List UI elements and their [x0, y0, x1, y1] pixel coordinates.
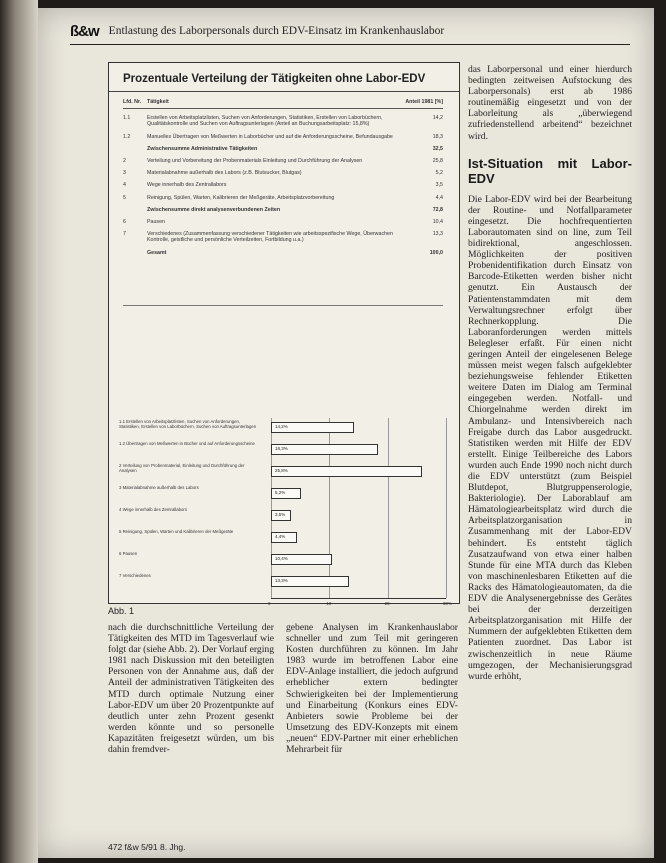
row-nr: 6: [123, 219, 126, 226]
row-nr: 3: [123, 170, 126, 177]
row-text: Zwischensumme Administrative Tätigkeiten: [147, 145, 258, 152]
table-row: [123, 195, 443, 201]
bar-value-label: 25,8%: [275, 468, 288, 473]
row-value: 25,8: [432, 158, 443, 165]
row-nr: 1.2: [123, 133, 131, 140]
bar: [271, 510, 291, 521]
row-value: 13,3: [432, 231, 443, 238]
table-row: [123, 115, 443, 127]
row-value: 14,2: [432, 115, 443, 122]
journal-logo: ß&w: [70, 22, 99, 40]
bar-category-label: 6 Pausen: [119, 551, 138, 556]
running-title: Entlastung des Laborpersonals durch EDV-Einsatz im Krankenhauslabor: [108, 25, 445, 37]
table-row: [123, 158, 443, 164]
bar-value-label: 18,3%: [275, 446, 288, 451]
table-row: [123, 219, 443, 225]
header-share: Anteil 1981 [%]: [405, 99, 443, 105]
table-row: [123, 182, 443, 188]
row-nr: 7: [123, 231, 126, 238]
bar: [271, 554, 332, 565]
bar: [271, 422, 354, 433]
row-text: Zwischensumme direkt analysenverbundenen Zeiten: [147, 206, 281, 213]
bar-category-label: 1.1 Erstellen von Arbeitsplatzlisten, Suchen von Anforderungen, Statistiken, Erstellen von Laborbüchern, Suchen von Auftragsunterlagen: [119, 419, 257, 429]
row-text: Verteilung und Vorbereitung der Probenmaterials Einleitung und Durchführung der Analysen: [147, 158, 363, 165]
row-text: Verschiedenes (Zusammenfassung verschiedener Tätigkeiten wie arbeitsspezifische Wege, Überwachen Kontrolle, geistliche und persönliche Verteilzeiten, Fortbildung u.a.): [147, 231, 393, 244]
bar-value-label: 4,4%: [275, 534, 286, 539]
bar: [271, 466, 422, 477]
row-text: Reinigung, Spülen, Warten, Kalibrieren der Meßgeräte, Arbeitsplatzvorbereitung: [147, 194, 335, 201]
row-text: Manuelles Übertragen von Meßwerten in Laborbücher und auf die Anforderungsscheine, Befundausgabe: [147, 133, 393, 140]
bar-chart: [119, 418, 453, 606]
table-header: [123, 99, 443, 109]
row-value: 10,4: [432, 219, 443, 226]
paragraph-right-body: Die Labor-EDV wird bei der Bearbeitung der Routine- und Notfallparameter eingesetzt. Die hochfrequentierten Laborautomaten sind on line, zum Teil bidirektional, angeschlossen. Möglichkeiten der positiven Probenidentifikation durch Einsatz von Barcode-Etiketten werden bisher nicht genutzt. Ein Austausch der Patientenstammdaten mit dem Verwaltungsrechner erfolgt über Rechnerkopplung. Die Laboranforderungen werden mittels Belegleser erfaßt. Für einen nicht geringen Anteil der eingelesenen Belege müssen meist wegen falsch aufgeklebter beziehungsweise fehlender Etiketten weitere Daten im Dialog am Terminal eingegeben werden. Notfall- und Chiorgelnahme werden direkt im Ambulanz- und Intensivbereich nach Freigabe durch das Labor ausgedruckt. Statistiken werden mit Hilfe der EDV erstellt. Einige Teilbereiche des Labors wurden auch Ende 1990 noch nicht durch die EDV unterstützt (zum Beispiel Blutdepot, Blutgruppenserologie, Bakteriologie). Der Laborablauf am Hämatologiearbeitsplatz wird durch die Arbeitsplatzorganisation in Zusammenhang mit der Labor-EDV behindert. Es entsteht täglich Zusatzaufwand von etwa einer halben Stunde für eine MTA durch das Kleben von maschinenlesbaren Etiketten auf die Racks des Hämatologieautomaten, da die EDV die Analysenergebnisse des Gerätes bei der derzeitigen Arbeitsplatzorganisation mit Hilfe der Nummern der aufgeklebten Etiketten dem Patienten zuordnet. Das Labor ist zwischenzeitlich in neue Räume umgezogen, der Mechanisierungsgrad wurde erhöht,: [468, 193, 632, 682]
table-body: [123, 115, 443, 243]
paragraph-left: nach die durchschnittliche Verteilung der Tätigkeiten des MTD im Tagesverlauf wie folgt dar (siehe Abb. 2). Der Vorlauf erging 1981 nach Diskussion mit den beteiligten Personen von der Annahme aus, daß der Anteil der administrativen Tätigkeiten des MTD durch optimale Nutzung einer Labor-EDV um über 20 Prozentpunkte auf deutlich unter zehn Prozent gesenkt werden könnte und so personelle Kapazitäten freigesetzt würden, um bis dahin fremdver-: [108, 622, 274, 756]
row-value: 18,3: [432, 133, 443, 140]
x-tick-label: 10: [326, 601, 332, 606]
bar-category-label: 7 Verschiedenes: [119, 573, 151, 578]
table-chart-divider: [123, 305, 443, 306]
bar-value-label: 10,4%: [275, 556, 288, 561]
paragraph-right-intro: das Laborpersonal und einer hierdurch bedingten zeitweisen Aufstockung des Laborpersonals) erst ab 1986 routinemäßig eingesetzt und von der Laborleitung als „überwiegend zufriedenstellend arbeitend“ bezeichnet wird.: [468, 64, 632, 142]
row-nr: [123, 207, 147, 213]
bar-category-label: 1.2 Übertragen von Meßwerten in Bücher und auf Anforderungsscheine: [119, 441, 255, 446]
row-value: 5,2: [435, 170, 443, 177]
row-text: Wege innerhalb des Zentrallabors: [147, 182, 227, 189]
bar-category-label: 5 Reinigung, Spülen, Warten und Kalibrieren der Meßgeräte: [119, 529, 234, 534]
x-tick-label: 0: [268, 601, 271, 606]
section-heading: Ist-Situation mit Labor-EDV: [468, 155, 632, 186]
text-column-middle: [286, 622, 458, 755]
bar-value-label: 5,2%: [275, 490, 286, 495]
bar-category-label: 2 Verteilung von Probenmaterial, Einleitung und Durchführung der Analysen: [119, 463, 245, 473]
book-spine-edge: [0, 0, 38, 863]
header-nr: Lfd. Nr.: [123, 99, 142, 105]
total-value: 100,0: [429, 249, 443, 256]
x-tick-label: 20: [384, 601, 390, 606]
page-footer: 472 f&w 5/91 8. Jhg.: [108, 842, 186, 852]
running-header: [70, 18, 630, 45]
row-nr: 4: [123, 182, 126, 189]
table-row: [123, 231, 443, 243]
gridline: [388, 418, 389, 598]
x-tick-label: 30%: [443, 601, 453, 606]
row-nr: [123, 146, 147, 152]
x-axis: [271, 598, 446, 599]
total-label: Gesamt: [147, 249, 167, 256]
row-text: Erstellen von Arbeitsplatzlisten, Suchen von Anforderungen, Statistiken, Erstellen von Laborbüchern, Qualitätskontrolle und Suchen von Auftragsunterlagen (Anteil an Buchungsarbeitsplatz: 15,8%): [147, 115, 383, 128]
row-nr: 5: [123, 194, 126, 201]
bar-value-label: 14,2%: [275, 424, 288, 429]
text-column-right: [468, 64, 632, 682]
bar: [271, 532, 297, 543]
bar-value-label: 3,5%: [275, 512, 286, 517]
bar-value-label: 13,3%: [275, 578, 288, 583]
header-task: Tätigkeit: [147, 99, 169, 105]
bar: [271, 488, 301, 499]
table-row: [123, 170, 443, 176]
figure-title: Prozentuale Verteilung der Tätigkeiten ohne Labor-EDV: [123, 73, 426, 85]
table-total-row: [123, 250, 443, 256]
row-value: 32,5: [432, 145, 443, 152]
row-text: Pausen: [147, 219, 165, 226]
figure-title-rule: [109, 91, 459, 92]
row-text: Materialabnahme außerhalb des Labors (z.B. Blutsucker, Blutgas): [147, 170, 302, 177]
figure-caption: Abb. 1: [108, 606, 135, 616]
row-nr: 2: [123, 158, 126, 165]
bar-category-label: 4 Wege innerhalb des Zentrallabors: [119, 507, 187, 512]
row-nr: 1.1: [123, 115, 131, 122]
row-value: 72,8: [432, 206, 443, 213]
row-value: 4,4: [435, 194, 443, 201]
text-column-left: [108, 622, 274, 755]
table-row: [123, 146, 443, 152]
figure-box: [108, 62, 460, 604]
table-row: [123, 207, 443, 213]
paragraph-middle: gebene Analysen im Krankenhauslabor schneller und zum Teil mit geringeren Kosten durchführen zu können. Im Jahr 1983 wurde im betroffenen Labor eine EDV-Anlage installiert, die jedoch aufgrund erheblicher extern bedingter Schwierigkeiten bei der Implementierung und Einarbeitung (Konkurs eines EDV-Anbieters sowie Probleme bei der Umsetzung des EDV-Konzepts mit einem „neuen“ EDV-Partner mit einer erheblichen Mehrarbeit für: [286, 622, 458, 756]
row-value: 3,5: [435, 182, 443, 189]
bar: [271, 576, 349, 587]
activity-table: [123, 99, 443, 256]
bar-category-label: 3 Materialabnahme außerhalb des Labors: [119, 485, 199, 490]
gridline: [446, 418, 447, 598]
bar: [271, 444, 378, 455]
table-row: [123, 134, 443, 140]
